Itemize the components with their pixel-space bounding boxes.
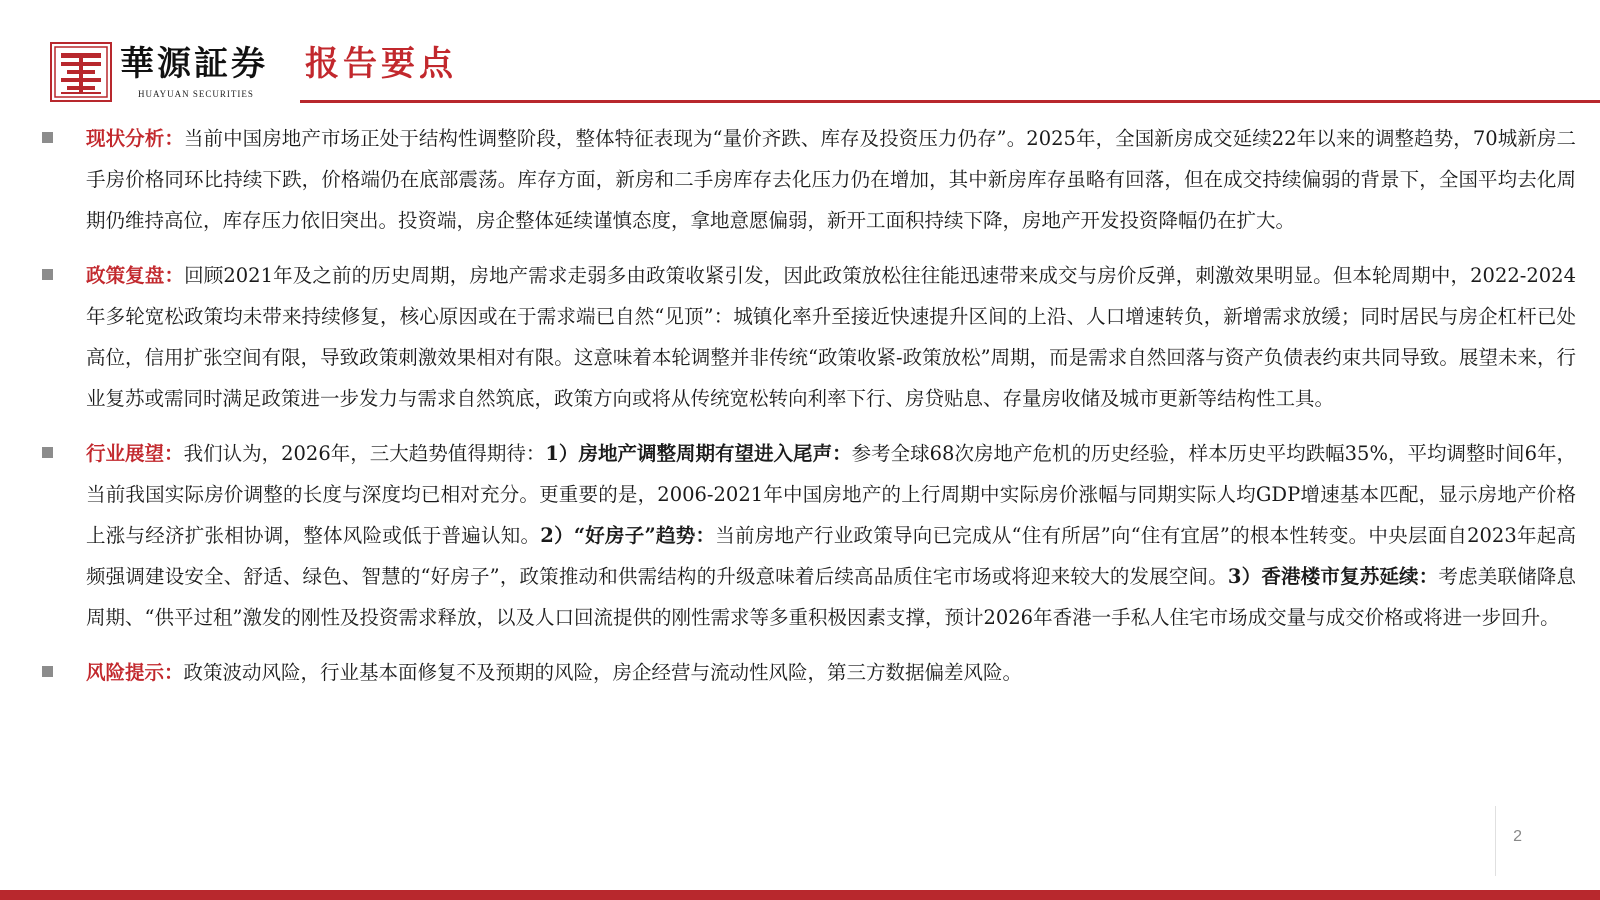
trend-1-text: 参考全球68次房地产危机的历史经验，样本历史平均跌幅35%，平均调整时间6年，当前我国实际房价调整的长度与深度均已相对充分。更重要的是，2006-2021年中国房地产的上行周期中实际房价涨幅与同期实际人均GDP增速基本匹配，显示房地产价格上涨与经济扩张相协调，整体风险或低于普遍认知。	[86, 442, 1576, 547]
trend-3-heading: 3）香港楼市复苏延续：	[1227, 565, 1439, 588]
page-number-divider	[1495, 806, 1496, 876]
page-title: 报告要点	[305, 44, 457, 84]
page-header	[0, 0, 1600, 110]
trend-3-text: 考虑美联储降息周期、“供平过租”激发的刚性及投资需求释放，以及人口回流提供的刚性需求等多重积极因素支撑，预计2026年香港一手私人住宅市场成交量与成交价格或将进一步回升。	[86, 565, 1576, 629]
square-bullet-icon	[42, 666, 53, 677]
brand-name-english: HUAYUAN SECURITIES	[138, 89, 254, 99]
section-paragraph	[86, 118, 1576, 241]
section-policy-review	[42, 255, 1577, 419]
footer-bar	[0, 890, 1600, 900]
section-paragraph	[86, 255, 1576, 419]
section-text: 回顾2021年及之前的历史周期，房地产需求走弱多由政策收紧引发，因此政策放松往往能迅速带来成交与房价反弹，刺激效果明显。但本轮周期中，2022-2024年多轮宽松政策均未带来持续修复，核心原因或在于需求端已自然“见顶”：城镇化率升至接近快速提升区间的上沿、人口增速转负，新增需求放缓；同时居民与房企杠杆已处高位，信用扩张空间有限，导致政策刺激效果相对有限。这意味着本轮调整并非传统“政策收紧-政策放松”周期，而是需求自然回落与资产负债表约束共同导致。展望未来，行业复苏或需同时满足政策进一步发力与需求自然筑底，政策方向或将从传统宽松转向利率下行、房贷贴息、存量房收储及城市更新等结构性工具。	[86, 264, 1576, 410]
section-label: 现状分析：	[86, 127, 184, 150]
huayuan-logo-icon	[50, 42, 112, 102]
section-text: 当前中国房地产市场正处于结构性调整阶段，整体特征表现为“量价齐跌、库存及投资压力仍存”。2025年，全国新房成交延续22年以来的调整趋势，70城新房二手房价格同环比持续下跌，价格端仍在底部震荡。库存方面，新房和二手房库存去化压力仍在增加，其中新房库存虽略有回落，但在成交持续偏弱的背景下，全国平均去化周期仍维持高位，库存压力依旧突出。投资端，房企整体延续谨慎态度，拿地意愿偏弱，新开工面积持续下降，房地产开发投资降幅仍在扩大。	[86, 127, 1576, 232]
section-current-status	[42, 118, 1577, 241]
section-label: 行业展望：	[86, 442, 184, 465]
section-paragraph	[86, 652, 1576, 693]
section-risk-warning	[42, 652, 1577, 693]
header-divider	[300, 100, 1600, 103]
square-bullet-icon	[42, 447, 53, 458]
trend-2-text: 当前房地产行业政策导向已完成从“住有所居”向“住有宜居”的根本性转变。中央层面自2023年起高频强调建设安全、舒适、绿色、智慧的“好房子”，政策推动和供需结构的升级意味着后续高品质住宅市场或将迎来较大的发展空间。	[86, 524, 1576, 588]
page-number: 2	[1513, 828, 1522, 845]
square-bullet-icon	[42, 132, 53, 143]
outlook-intro: 我们认为，2026年，三大趋势值得期待：	[183, 442, 546, 465]
square-bullet-icon	[42, 269, 53, 280]
section-paragraph	[86, 433, 1576, 638]
trend-1-heading: 1）房地产调整周期有望进入尾声：	[545, 442, 852, 465]
trend-2-heading: 2）“好房子”趋势：	[540, 524, 716, 547]
section-text: 政策波动风险，行业基本面修复不及预期的风险，房企经营与流动性风险，第三方数据偏差风险。	[183, 661, 1023, 684]
brand-name: 華源証券	[120, 44, 268, 84]
report-highlights	[42, 118, 1577, 707]
section-label: 政策复盘：	[86, 264, 185, 287]
section-label: 风险提示：	[86, 661, 184, 684]
section-industry-outlook	[42, 433, 1577, 638]
